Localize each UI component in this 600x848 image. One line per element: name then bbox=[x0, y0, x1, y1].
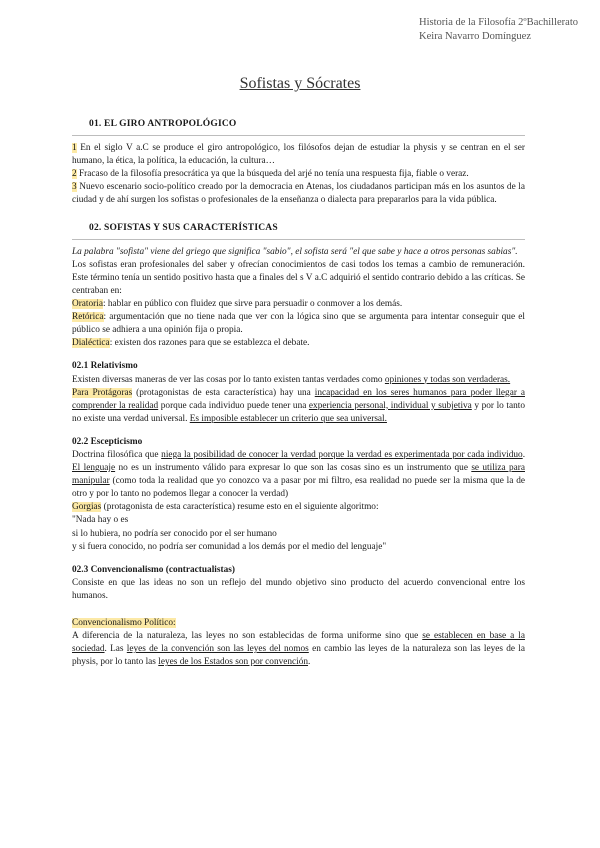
relativismo-heading: 02.1 Relativismo bbox=[72, 361, 138, 372]
header-author: Keira Navarro Domínguez bbox=[419, 30, 531, 42]
section-1-heading: 01. EL GIRO ANTROPOLÓGICO bbox=[89, 119, 237, 129]
escepticismo-paragraph-1: Doctrina filosófica que niega la posibilidad de conocer la verdad porque la verdad es experimentada por cada individuo. El lenguaje no es un instrumento válido para expresar lo que son las cosas sino es un instrumento que se utiliza para manipular (como toda la realidad que yo conozco va a pasar por mi filtro, esa realidad no puede ser la misma que la de otro y por lo tanto no podemos llegar a conocer la verdad) bbox=[72, 449, 526, 500]
escepticismo-paragraph-2: Gorgias (protagonista de esta característica) resume esto en el siguiente algoritmo: bbox=[72, 502, 379, 513]
dialectica-item: Dialéctica: existen dos razones para que se establezca el debate. bbox=[72, 338, 310, 349]
retorica-item: Retórica: argumentación que no tiene nada que ver con la lógica sino que se argumenta para intentar conseguir que el público se adhiera a una opinión fija o propia. bbox=[72, 312, 525, 336]
convencionalismo-politico-heading: Convencionalismo Político: bbox=[72, 618, 176, 628]
section-2-divider bbox=[72, 239, 525, 240]
section-1-divider bbox=[72, 135, 525, 136]
document-body bbox=[72, 118, 525, 669]
sofistas-paragraph: Los sofistas eran profesionales del saber y ofrecían conocimientos de casi todos los temas a cambio de remuneración. Este término tenía un sentido positivo hasta que a finales del s V a.C adquirió el sentido contrario debido a las críticas. Se centraban en: bbox=[72, 259, 525, 296]
document-title: Sofistas y Sócrates bbox=[239, 75, 361, 92]
relativismo-paragraph-1: Existen diversas maneras de ver las cosas por lo tanto existen tantas verdades como opiniones y todas son verdaderas. bbox=[72, 374, 511, 385]
section-1-point-3: 3 Nuevo escenario socio-político creado por la democracia en Atenas, los ciudadanos participan más en los asuntos de la ciudad y de ahí surgen los sofistas o profesionales de la enseñanza o dialecta para prepararlos para la vida pública. bbox=[72, 182, 525, 206]
gorgias-quote-line-3: y si fuera conocido, no podría ser comunidad a los demás por el medio del lenguaje" bbox=[72, 541, 387, 552]
page-header bbox=[419, 16, 578, 43]
gorgias-quote-line-2: si lo hubiera, no podría ser conocido por el ser humano bbox=[72, 528, 277, 539]
section-2-heading: 02. SOFISTAS Y SUS CARACTERÍSTICAS bbox=[89, 222, 278, 233]
convencionalismo-heading: 02.3 Convencionalismo (contractualistas) bbox=[72, 564, 235, 575]
section-1-point-2: 2 Fracaso de la filosofía presocrática ya que la búsqueda del arjé no tenía una respuesta fija, fiable o veraz. bbox=[72, 169, 469, 180]
header-course: Historia de la Filosofía 2ºBachillerato bbox=[419, 17, 578, 28]
section-1-point-1: 1 En el siglo V a.C se produce el giro antropológico, los filósofos dejan de estudiar la physis y se centran en el ser humano, la ética, la política, la educación, la cultura… bbox=[72, 143, 525, 167]
oratoria-item: Oratoria: hablar en público con fluidez que sirve para persuadir o conmover a los demás. bbox=[72, 299, 403, 310]
convencionalismo-paragraph-1: Consiste en que las ideas no son un reflejo del mundo objetivo sino producto del acuerdo convencional entre los humanos. bbox=[72, 577, 525, 601]
sofista-definition: La palabra "sofista" viene del griego que significa "sabio", el sofista será "el que sabe y hace a otros personas sabias". bbox=[72, 246, 518, 257]
gorgias-quote-line-1: "Nada hay o es bbox=[72, 515, 129, 526]
escepticismo-heading: 02.2 Escepticismo bbox=[72, 436, 143, 447]
convencionalismo-politico-paragraph: A diferencia de la naturaleza, las leyes no son establecidas de forma uniforme sino que se establecen en base a la sociedad. Las leyes de la convención son las leyes del nomos en cambio las leyes de la naturaleza son las leyes de la physis, por lo tanto las leyes de los Estados son por convención. bbox=[72, 631, 525, 668]
relativismo-paragraph-2: Para Protágoras (protagonistas de esta característica) hay una incapacidad en los seres humanos para poder llegar a comprender la realidad porque cada individuo puede tener una experiencia personal, individual y subjetiva y por lo tanto no existe una verdad universal. Es imposible establecer un criterio que sea universal. bbox=[72, 387, 525, 424]
